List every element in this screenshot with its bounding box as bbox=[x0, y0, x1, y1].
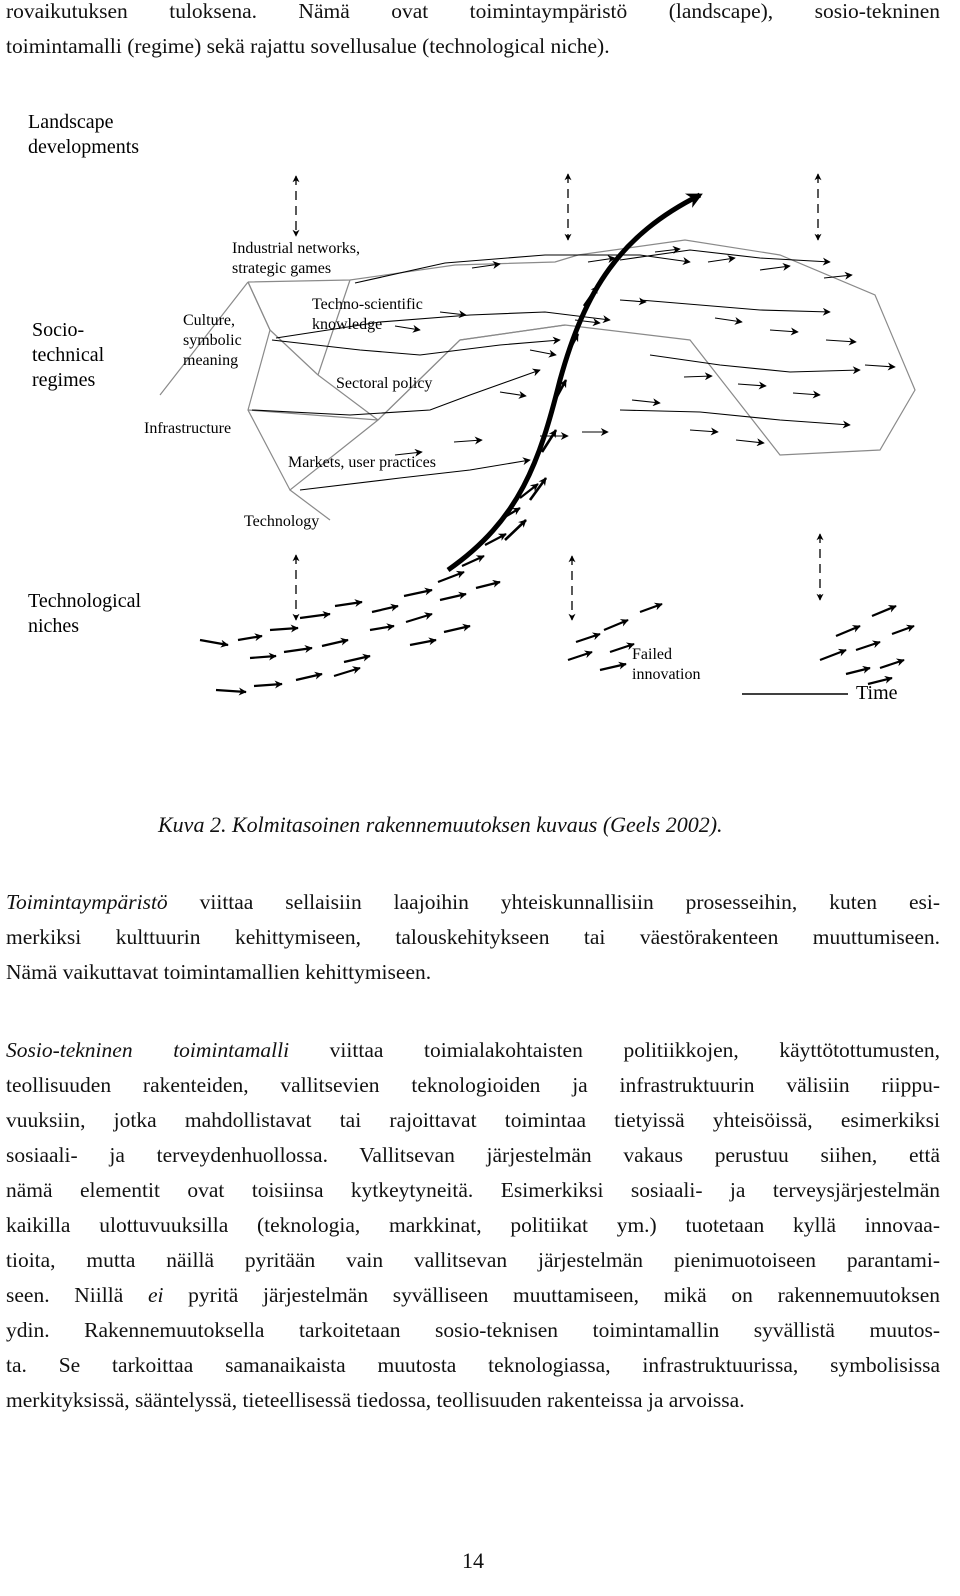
niches-label: niches bbox=[28, 615, 80, 637]
technology-label: Technology bbox=[244, 513, 320, 530]
paragraph-line: merkiksi kulttuurin kehittymiseen, talouskehitykseen tai väestörakenteen muuttumiseen. bbox=[6, 925, 940, 949]
paragraph-line: ydin. Rakennemuutoksella tarkoitetaan sosio-teknisen toimintamallin syvällistä muutos- bbox=[6, 1318, 940, 1342]
trajectory bbox=[640, 300, 830, 312]
paragraph-line: vuuksiin, jotka mahdollistavat tai rajoittavat toimintaa tietyissä yhteisöissä, esimerkiksi bbox=[6, 1108, 940, 1132]
paragraph-line: Nämä vaikuttavat toimintamallien kehittymiseen. bbox=[6, 960, 432, 984]
industrial-label: strategic games bbox=[232, 260, 332, 277]
markets-label: Markets, user practices bbox=[288, 454, 436, 471]
italic-term: Toimintaympäristö bbox=[6, 890, 168, 914]
page-number: 14 bbox=[462, 1548, 484, 1573]
failed-innovation-label: Failed bbox=[632, 646, 672, 663]
paragraph-line: teollisuuden rakenteiden, vallitsevien teknologioiden ja infrastruktuurin välisiin riippu- bbox=[6, 1073, 940, 1097]
paragraph-line bbox=[6, 1278, 940, 1313]
culture-label: meaning bbox=[183, 352, 239, 369]
culture-label: Culture, bbox=[183, 312, 235, 329]
paragraph-line: ta. Se tarkoittaa samanaikaista muutosta teknologiassa, infrastruktuurissa, symbolisissa bbox=[6, 1353, 940, 1377]
regime-polygon bbox=[160, 240, 915, 520]
regimes-label: regimes bbox=[32, 369, 96, 391]
failed-innovation-label: innovation bbox=[632, 666, 701, 683]
time-label: Time bbox=[856, 682, 898, 704]
trajectory bbox=[272, 340, 560, 355]
trajectory bbox=[355, 255, 690, 283]
paragraph-line: kaikilla ulottuvuuksilla (teknologia, markkinat, politiikat ym.) tuotetaan kyllä innovaa- bbox=[6, 1213, 940, 1237]
industrial-label: Industrial networks, bbox=[232, 240, 360, 257]
intro-paragraph bbox=[6, 0, 940, 64]
culture-label: symbolic bbox=[183, 332, 242, 349]
paragraph-text: viittaa sellaisiin laajoihin yhteiskunnallisiin prosesseihin, kuten esi- bbox=[167, 890, 940, 914]
paragraph-regime bbox=[6, 1033, 940, 1418]
trajectory bbox=[620, 250, 830, 262]
regime-small-arrows bbox=[395, 249, 895, 455]
figure-caption: Kuva 2. Kolmitasoinen rakennemuutoksen kuvaus (Geels 2002). bbox=[158, 812, 723, 837]
three-level-diagram bbox=[0, 90, 960, 740]
landscape-label: Landscape bbox=[28, 111, 114, 133]
landscape-label: developments bbox=[28, 136, 140, 158]
regimes-label: Socio- bbox=[32, 319, 85, 341]
trajectory bbox=[650, 355, 860, 372]
paragraph-line: merkityksissä, sääntelyssä, tieteellisessä tiedossa, teollisuuden rakenteissa ja arvoissa. bbox=[6, 1388, 745, 1412]
sectoral-label: Sectoral policy bbox=[336, 375, 433, 392]
paragraph-text: pyritä järjestelmän syvälliseen muuttamiseen, mikä on rakennemuutoksen bbox=[163, 1283, 940, 1307]
trajectory bbox=[620, 410, 850, 425]
paragraph-text: viittaa toimialakohtaisten politiikkojen, käyttötottumusten, bbox=[289, 1038, 940, 1062]
niches-label: Technological bbox=[28, 590, 141, 612]
techno-label: knowledge bbox=[312, 316, 383, 333]
techno-label: Techno-scientific bbox=[312, 296, 423, 313]
intro-line: toimintamalli (regime) sekä rajattu sovellusalue (technological niche). bbox=[6, 34, 610, 58]
intro-line: rovaikutuksen tuloksena. Nämä ovat toimintaympäristö (landscape), sosio-tekninen bbox=[6, 0, 940, 23]
paragraph-line: tioita, mutta näillä pyritään vain vallitsevan järjestelmän pienimuotoiseen parantami- bbox=[6, 1248, 940, 1272]
paragraph-line bbox=[6, 885, 940, 920]
paragraph-text: seen. Niillä bbox=[6, 1283, 148, 1307]
paragraph-line: nämä elementit ovat toisiinsa kytkeytyneitä. Esimerkiksi sosiaali- ja terveysjärjestelmän bbox=[6, 1178, 940, 1202]
regimes-label: technical bbox=[32, 344, 105, 366]
paragraph-landscape bbox=[6, 885, 940, 990]
italic-term: Sosio-tekninen toimintamalli bbox=[6, 1038, 290, 1062]
italic-term: ei bbox=[147, 1283, 164, 1307]
paragraph-line bbox=[6, 1033, 940, 1068]
paragraph-line: sosiaali- ja terveydenhuollossa. Vallitsevan järjestelmän vakaus perustuu siihen, että bbox=[6, 1143, 940, 1167]
infrastructure-label: Infrastructure bbox=[144, 420, 232, 437]
